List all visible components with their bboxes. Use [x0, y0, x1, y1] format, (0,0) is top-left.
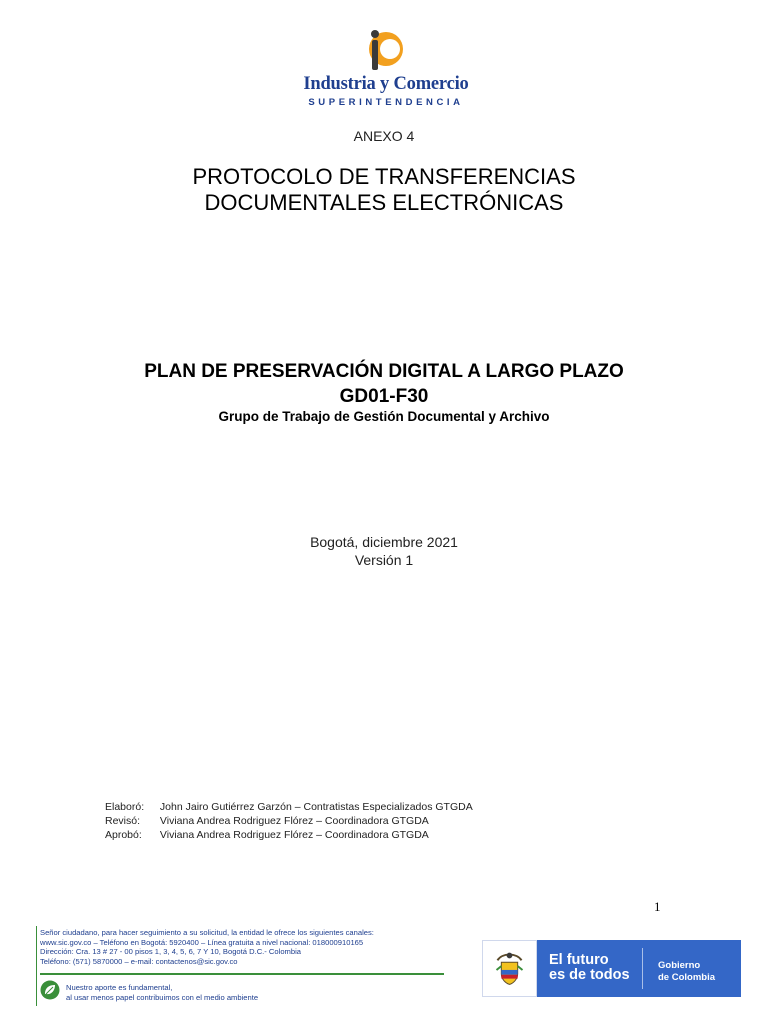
document-title-line-2: DOCUMENTALES ELECTRÓNICAS — [204, 190, 564, 215]
credit-label: Revisó: — [105, 815, 141, 827]
credit-value: Viviana Andrea Rodriguez Flórez – Coordinadora GTGDA — [159, 815, 429, 827]
motto-line-1: El futuro — [549, 952, 609, 968]
credit-label: Aprobó: — [105, 829, 142, 841]
government-name — [658, 960, 715, 984]
credit-value: Viviana Andrea Rodriguez Flórez – Coordinadora GTGDA — [159, 829, 429, 841]
banner-divider — [642, 948, 643, 989]
motto-line-2: es de todos — [549, 967, 630, 983]
footer-line: Señor ciudadano, para hacer seguimiento a su solicitud, la entidad le ofrece los siguientes canales: — [40, 928, 374, 937]
working-group: Grupo de Trabajo de Gestión Documental y Archivo — [218, 409, 550, 424]
government-name-line-1: Gobierno — [658, 960, 701, 971]
document-code: GD01-F30 — [339, 386, 429, 407]
annex-label: ANEXO 4 — [353, 128, 415, 144]
credit-row-elaboro — [105, 800, 473, 814]
footer-contact-info — [40, 928, 374, 966]
credits-block — [105, 800, 473, 842]
sic-logo-mark-icon — [362, 28, 406, 76]
page-number: 1 — [654, 899, 661, 914]
credit-label: Elaboró: — [105, 801, 145, 813]
coat-of-arms-icon — [483, 941, 536, 996]
footer-left-divider — [36, 926, 37, 1006]
footer-line: www.sic.gov.co – Teléfono en Bogotá: 5920400 – Línea gratuita a nivel nacional: 018000910165 — [40, 937, 364, 947]
logo-subtitle-text: SUPERINTENDENCIA — [308, 97, 464, 108]
leaf-icon — [40, 980, 60, 1000]
footer-line: Dirección: Cra. 13 # 27 - 00 pisos 1, 3, 4, 5, 6, 7 Y 10, Bogotá D.C.- Colombia — [40, 947, 301, 957]
eco-message-line-1: Nuestro aporte es fundamental, — [66, 983, 173, 992]
version-label: Versión 1 — [354, 552, 414, 568]
document-title-line-1: PROTOCOLO DE TRANSFERENCIAS — [192, 164, 576, 189]
credit-row-reviso — [105, 814, 473, 828]
document-title — [0, 164, 768, 216]
sic-logo — [296, 28, 476, 112]
coat-of-arms-box — [482, 940, 537, 997]
plan-title: PLAN DE PRESERVACIÓN DIGITAL A LARGO PLAZO — [144, 361, 624, 382]
eco-message-line-2: al usar menos papel contribuimos con el medio ambiente — [66, 992, 259, 1002]
government-name-line-2: de Colombia — [658, 972, 716, 983]
government-banner — [482, 940, 741, 997]
government-motto — [549, 953, 630, 983]
footer-line: Teléfono: (571) 5870000 – e-mail: contactenos@sic.gov.co — [40, 956, 238, 966]
credit-row-aprobo — [105, 828, 473, 842]
eco-message — [66, 983, 258, 1002]
logo-brand-text: Industria y Comercio — [303, 74, 469, 94]
footer-divider — [40, 973, 444, 975]
place-and-date: Bogotá, diciembre 2021 — [310, 534, 458, 550]
credit-value: John Jairo Gutiérrez Garzón – Contratistas Especializados GTGDA — [159, 801, 473, 813]
